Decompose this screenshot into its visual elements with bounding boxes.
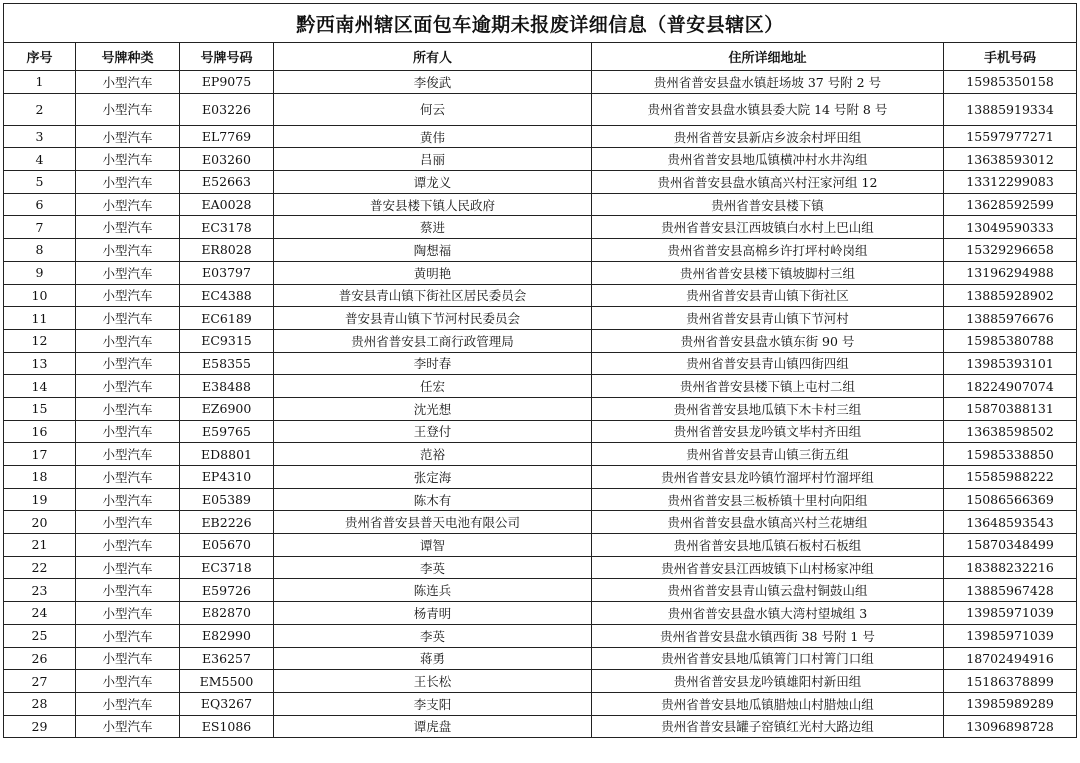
table-row (4, 556, 1077, 579)
cell-plate-number: EZ6900 (180, 397, 274, 420)
cell-phone: 13885928902 (944, 284, 1077, 307)
table-row (4, 216, 1077, 239)
cell-index: 22 (4, 556, 76, 579)
cell-plate-type: 小型汽车 (76, 443, 180, 466)
cell-address: 贵州省普安县龙吟镇雄阳村新田组 (592, 670, 944, 693)
cell-plate-number: EQ3267 (180, 692, 274, 715)
table-row (4, 148, 1077, 171)
cell-plate-type: 小型汽车 (76, 329, 180, 352)
cell-owner: 黄明艳 (274, 261, 592, 284)
cell-address: 贵州省普安县新店乡波余村坪田组 (592, 125, 944, 148)
cell-index: 4 (4, 148, 76, 171)
cell-address: 贵州省普安县地瓜镇石板村石板组 (592, 534, 944, 557)
cell-phone: 13985971039 (944, 624, 1077, 647)
col-header-owner: 所有人 (274, 43, 592, 71)
table-row (4, 715, 1077, 738)
cell-plate-number: ED8801 (180, 443, 274, 466)
cell-index: 26 (4, 647, 76, 670)
cell-plate-number: EP9075 (180, 71, 274, 94)
cell-owner: 王登付 (274, 420, 592, 443)
cell-address: 贵州省普安县盘水镇高兴村兰花塘组 (592, 511, 944, 534)
cell-phone: 13885919334 (944, 93, 1077, 125)
cell-index: 10 (4, 284, 76, 307)
cell-owner: 贵州省普安县普天电池有限公司 (274, 511, 592, 534)
cell-address: 贵州省普安县龙吟镇文毕村齐田组 (592, 420, 944, 443)
col-header-address: 住所详细地址 (592, 43, 944, 71)
cell-plate-type: 小型汽车 (76, 193, 180, 216)
cell-plate-type: 小型汽车 (76, 715, 180, 738)
table-row (4, 443, 1077, 466)
cell-address: 贵州省普安县地瓜镇腊烛山村腊烛山组 (592, 692, 944, 715)
cell-owner: 任宏 (274, 375, 592, 398)
cell-address: 贵州省普安县盘水镇赶场坡 37 号附 2 号 (592, 71, 944, 94)
cell-owner: 杨青明 (274, 602, 592, 625)
cell-plate-number: E38488 (180, 375, 274, 398)
cell-plate-number: E03797 (180, 261, 274, 284)
cell-owner: 普安县青山镇下街社区居民委员会 (274, 284, 592, 307)
cell-plate-number: EM5500 (180, 670, 274, 693)
cell-index: 12 (4, 329, 76, 352)
cell-plate-type: 小型汽车 (76, 511, 180, 534)
cell-plate-type: 小型汽车 (76, 647, 180, 670)
cell-plate-number: EC3718 (180, 556, 274, 579)
cell-owner: 李英 (274, 624, 592, 647)
cell-owner: 陶想福 (274, 239, 592, 262)
cell-address: 贵州省普安县盘水镇县委大院 14 号附 8 号 (592, 93, 944, 125)
cell-plate-number: EA0028 (180, 193, 274, 216)
table-row (4, 193, 1077, 216)
cell-plate-type: 小型汽车 (76, 534, 180, 557)
table-row (4, 420, 1077, 443)
cell-owner: 李俊武 (274, 71, 592, 94)
cell-plate-number: EL7769 (180, 125, 274, 148)
cell-owner: 普安县青山镇下节河村民委员会 (274, 307, 592, 330)
cell-address: 贵州省普安县盘水镇高兴村汪家河组 12 (592, 171, 944, 194)
cell-index: 6 (4, 193, 76, 216)
table-row (4, 329, 1077, 352)
table-row (4, 692, 1077, 715)
table-row (4, 488, 1077, 511)
table-row (4, 284, 1077, 307)
cell-index: 2 (4, 93, 76, 125)
cell-index: 5 (4, 171, 76, 194)
cell-address: 贵州省普安县地瓜镇下木卡村三组 (592, 397, 944, 420)
cell-plate-number: E82990 (180, 624, 274, 647)
table-row (4, 579, 1077, 602)
cell-index: 28 (4, 692, 76, 715)
cell-plate-type: 小型汽车 (76, 148, 180, 171)
cell-address: 贵州省普安县楼下镇上屯村二组 (592, 375, 944, 398)
table-row (4, 534, 1077, 557)
cell-plate-type: 小型汽车 (76, 624, 180, 647)
cell-index: 17 (4, 443, 76, 466)
cell-address: 贵州省普安县盘水镇东街 90 号 (592, 329, 944, 352)
cell-phone: 13312299083 (944, 171, 1077, 194)
cell-index: 8 (4, 239, 76, 262)
cell-phone: 15985380788 (944, 329, 1077, 352)
cell-phone: 15985350158 (944, 71, 1077, 94)
cell-owner: 李英 (274, 556, 592, 579)
cell-address: 贵州省普安县江西坡镇下山村杨家冲组 (592, 556, 944, 579)
cell-plate-type: 小型汽车 (76, 670, 180, 693)
cell-plate-number: E05389 (180, 488, 274, 511)
table-row (4, 397, 1077, 420)
vehicle-table-sheet (3, 3, 1076, 738)
cell-owner: 何云 (274, 93, 592, 125)
cell-plate-number: EC6189 (180, 307, 274, 330)
col-header-phone: 手机号码 (944, 43, 1077, 71)
cell-plate-type: 小型汽车 (76, 579, 180, 602)
cell-plate-type: 小型汽车 (76, 397, 180, 420)
cell-plate-type: 小型汽车 (76, 556, 180, 579)
cell-index: 19 (4, 488, 76, 511)
cell-index: 1 (4, 71, 76, 94)
cell-phone: 13196294988 (944, 261, 1077, 284)
cell-owner: 贵州省普安县工商行政管理局 (274, 329, 592, 352)
cell-plate-type: 小型汽车 (76, 93, 180, 125)
table-body (4, 71, 1077, 738)
cell-plate-type: 小型汽车 (76, 125, 180, 148)
cell-address: 贵州省普安县青山镇云盘村铜鼓山组 (592, 579, 944, 602)
cell-plate-type: 小型汽车 (76, 307, 180, 330)
cell-owner: 陈连兵 (274, 579, 592, 602)
cell-index: 23 (4, 579, 76, 602)
cell-plate-type: 小型汽车 (76, 692, 180, 715)
cell-phone: 15585988222 (944, 466, 1077, 489)
cell-address: 贵州省普安县龙吟镇竹溜坪村竹溜坪组 (592, 466, 944, 489)
cell-phone: 15186378899 (944, 670, 1077, 693)
cell-phone: 13638593012 (944, 148, 1077, 171)
cell-index: 20 (4, 511, 76, 534)
cell-phone: 13638598502 (944, 420, 1077, 443)
cell-index: 9 (4, 261, 76, 284)
cell-address: 贵州省普安县地瓜镇横冲村水井沟组 (592, 148, 944, 171)
col-header-plate-type: 号牌种类 (76, 43, 180, 71)
cell-address: 贵州省普安县盘水镇西街 38 号附 1 号 (592, 624, 944, 647)
cell-plate-number: E36257 (180, 647, 274, 670)
cell-index: 7 (4, 216, 76, 239)
cell-address: 贵州省普安县三板桥镇十里村向阳组 (592, 488, 944, 511)
cell-phone: 13648593543 (944, 511, 1077, 534)
table-row (4, 375, 1077, 398)
cell-plate-number: EC9315 (180, 329, 274, 352)
cell-index: 11 (4, 307, 76, 330)
cell-address: 贵州省普安县青山镇三街五组 (592, 443, 944, 466)
cell-plate-number: E59765 (180, 420, 274, 443)
cell-phone: 15870388131 (944, 397, 1077, 420)
cell-plate-type: 小型汽车 (76, 466, 180, 489)
cell-plate-type: 小型汽车 (76, 602, 180, 625)
table-row (4, 125, 1077, 148)
cell-plate-type: 小型汽车 (76, 284, 180, 307)
cell-plate-type: 小型汽车 (76, 375, 180, 398)
cell-plate-number: ER8028 (180, 239, 274, 262)
table-row (4, 261, 1077, 284)
cell-index: 27 (4, 670, 76, 693)
cell-phone: 15870348499 (944, 534, 1077, 557)
cell-plate-type: 小型汽车 (76, 71, 180, 94)
cell-address: 贵州省普安县地瓜镇箐门口村箐门口组 (592, 647, 944, 670)
cell-phone: 15597977271 (944, 125, 1077, 148)
cell-address: 贵州省普安县青山镇下节河村 (592, 307, 944, 330)
cell-owner: 李支阳 (274, 692, 592, 715)
table-row (4, 352, 1077, 375)
table-row (4, 624, 1077, 647)
cell-owner: 普安县楼下镇人民政府 (274, 193, 592, 216)
cell-index: 25 (4, 624, 76, 647)
cell-index: 24 (4, 602, 76, 625)
cell-owner: 蒋勇 (274, 647, 592, 670)
cell-phone: 13885967428 (944, 579, 1077, 602)
cell-owner: 黄伟 (274, 125, 592, 148)
cell-index: 16 (4, 420, 76, 443)
cell-phone: 13985393101 (944, 352, 1077, 375)
cell-phone: 13885976676 (944, 307, 1077, 330)
cell-plate-number: ES1086 (180, 715, 274, 738)
cell-owner: 李时春 (274, 352, 592, 375)
col-header-index: 序号 (4, 43, 76, 71)
cell-owner: 谭智 (274, 534, 592, 557)
cell-owner: 张定海 (274, 466, 592, 489)
cell-phone: 13096898728 (944, 715, 1077, 738)
cell-plate-type: 小型汽车 (76, 352, 180, 375)
cell-owner: 范裕 (274, 443, 592, 466)
table-row (4, 171, 1077, 194)
table-row (4, 71, 1077, 94)
cell-plate-type: 小型汽车 (76, 216, 180, 239)
cell-owner: 王长松 (274, 670, 592, 693)
cell-owner: 吕丽 (274, 148, 592, 171)
cell-address: 贵州省普安县罐子窑镇红光村大路边组 (592, 715, 944, 738)
cell-index: 29 (4, 715, 76, 738)
cell-index: 15 (4, 397, 76, 420)
cell-phone: 15086566369 (944, 488, 1077, 511)
cell-address: 贵州省普安县楼下镇 (592, 193, 944, 216)
cell-address: 贵州省普安县青山镇四街四组 (592, 352, 944, 375)
cell-owner: 谭龙义 (274, 171, 592, 194)
cell-phone: 18702494916 (944, 647, 1077, 670)
cell-plate-number: EP4310 (180, 466, 274, 489)
cell-owner: 蔡进 (274, 216, 592, 239)
cell-phone: 13985989289 (944, 692, 1077, 715)
cell-owner: 沈光想 (274, 397, 592, 420)
cell-plate-number: E03260 (180, 148, 274, 171)
cell-plate-number: E03226 (180, 93, 274, 125)
cell-address: 贵州省普安县盘水镇大湾村望城组 3 (592, 602, 944, 625)
cell-owner: 谭虎盘 (274, 715, 592, 738)
table-title: 黔西南州辖区面包车逾期未报废详细信息（普安县辖区） (4, 4, 1077, 43)
table-row (4, 239, 1077, 262)
cell-plate-number: EC3178 (180, 216, 274, 239)
table-row (4, 307, 1077, 330)
cell-plate-type: 小型汽车 (76, 488, 180, 511)
cell-plate-number: E82870 (180, 602, 274, 625)
table-row (4, 511, 1077, 534)
cell-plate-number: E58355 (180, 352, 274, 375)
cell-plate-type: 小型汽车 (76, 171, 180, 194)
cell-plate-type: 小型汽车 (76, 239, 180, 262)
cell-plate-number: EC4388 (180, 284, 274, 307)
table-row (4, 647, 1077, 670)
cell-index: 14 (4, 375, 76, 398)
cell-phone: 18388232216 (944, 556, 1077, 579)
header-row (4, 43, 1077, 71)
cell-phone: 13628592599 (944, 193, 1077, 216)
cell-phone: 13985971039 (944, 602, 1077, 625)
table-row (4, 93, 1077, 125)
cell-plate-type: 小型汽车 (76, 420, 180, 443)
table-row (4, 602, 1077, 625)
cell-index: 3 (4, 125, 76, 148)
cell-index: 21 (4, 534, 76, 557)
cell-plate-number: EB2226 (180, 511, 274, 534)
cell-index: 13 (4, 352, 76, 375)
vehicle-table (3, 3, 1077, 738)
table-row (4, 670, 1077, 693)
cell-address: 贵州省普安县楼下镇坡脚村三组 (592, 261, 944, 284)
cell-plate-type: 小型汽车 (76, 261, 180, 284)
cell-address: 贵州省普安县青山镇下街社区 (592, 284, 944, 307)
cell-plate-number: E52663 (180, 171, 274, 194)
cell-address: 贵州省普安县江西坡镇白水村上巴山组 (592, 216, 944, 239)
cell-phone: 18224907074 (944, 375, 1077, 398)
cell-plate-number: E05670 (180, 534, 274, 557)
table-row (4, 466, 1077, 489)
cell-address: 贵州省普安县高棉乡许打坪村岭岗组 (592, 239, 944, 262)
cell-owner: 陈木有 (274, 488, 592, 511)
col-header-plate-number: 号牌号码 (180, 43, 274, 71)
cell-index: 18 (4, 466, 76, 489)
cell-phone: 15329296658 (944, 239, 1077, 262)
cell-phone: 13049590333 (944, 216, 1077, 239)
cell-plate-number: E59726 (180, 579, 274, 602)
cell-phone: 15985338850 (944, 443, 1077, 466)
